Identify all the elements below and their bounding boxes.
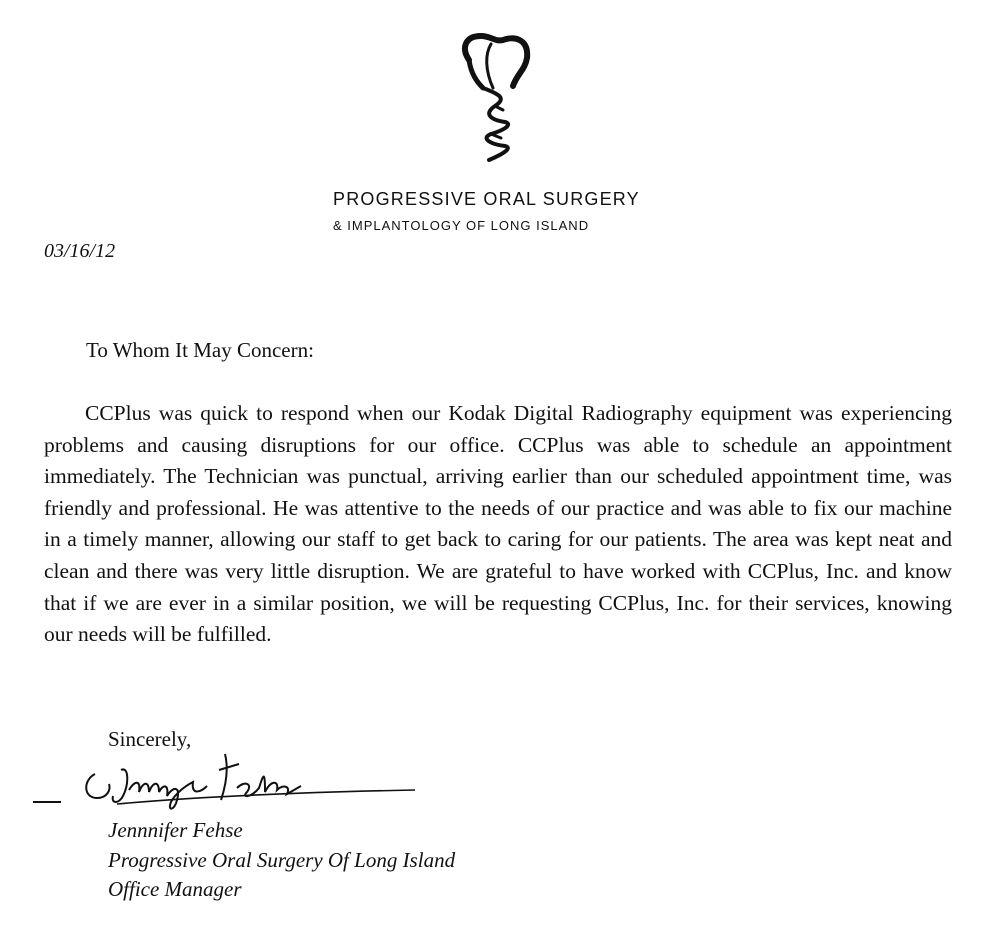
signature-image [25, 740, 425, 820]
signer-name: Jennnifer Fehse [108, 818, 243, 842]
closing: Sincerely, [108, 727, 192, 751]
letter-body: CCPlus was quick to respond when our Kodak Digital Radiography equipment was experiencing problems and causing disruptions for our office. CCPlus was able to schedule an appointment immediately. The Technician was punctual, arriving earlier than our scheduled appointment time, was friendly and professional. He was attentive to the needs of our practice and was able to fix our machine in a timely manner, allowing our staff to get back to caring for our patients. The area was kept neat and clean and there was very little disruption. We are grateful to have worked with CCPlus, Inc. and know that if we are ever in a similar position, we will be requesting CCPlus, Inc. for their services, knowing our needs will be fulfilled. [44, 401, 952, 647]
company-subtitle: & IMPLANTOLOGY OF LONG ISLAND [333, 218, 590, 233]
company-name: PROGRESSIVE ORAL SURGERY [333, 189, 640, 209]
salutation: To Whom It May Concern: [86, 338, 314, 362]
tooth-logo-icon [455, 30, 535, 170]
signer-title: Office Manager [108, 877, 242, 901]
signer-organization: Progressive Oral Surgery Of Long Island [108, 848, 456, 872]
letter-date: 03/16/12 [44, 240, 116, 262]
